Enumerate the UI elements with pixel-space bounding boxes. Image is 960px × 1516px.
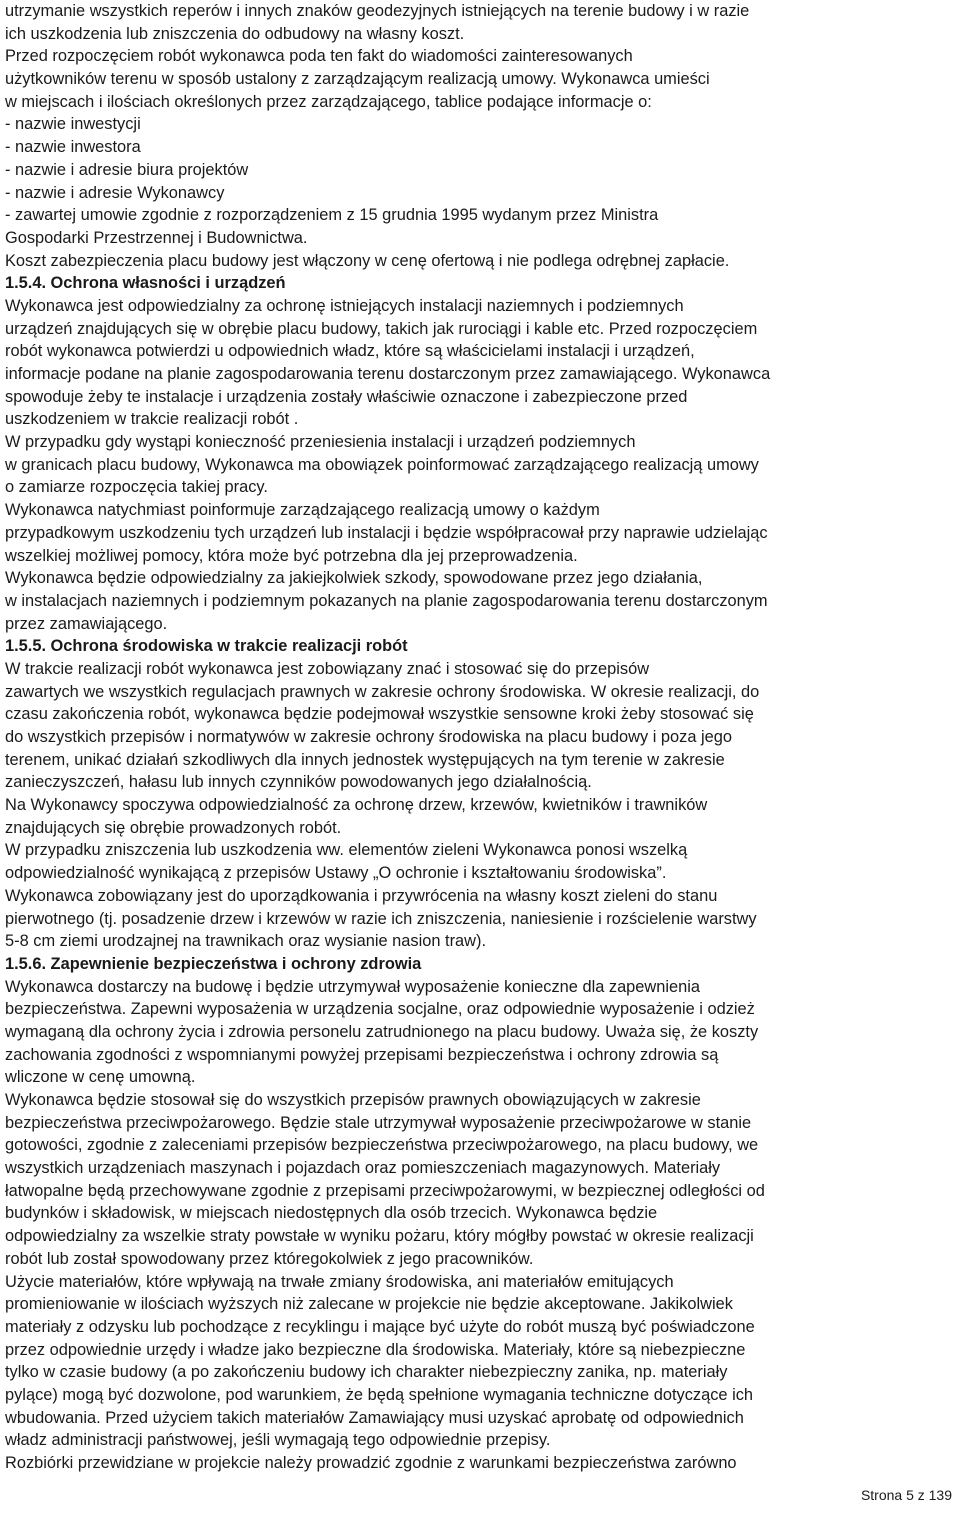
- text-line: pierwotnego (tj. posadzenie drzew i krzewów w razie ich zniszczenia, naniesienie i rozścielenie warstwy: [5, 909, 757, 928]
- text-line: 5-8 cm ziemi urodzajnej na trawnikach oraz wysianie nasion traw).: [5, 932, 486, 951]
- text-line: przypadkowym uszkodzeniu tych urządzeń lub instalacji i będzie współpracował przy naprawie udzielając: [5, 523, 768, 542]
- text-line: Wykonawca dostarczy na budowę i będzie utrzymywał wyposażenie konieczne dla zapewnienia: [5, 977, 701, 996]
- text-line: odpowiedzialność wynikającą z przepisów Ustawy „O ochronie i kształtowaniu środowiska”.: [5, 864, 667, 883]
- section-heading: 1.5.6. Zapewnienie bezpieczeństwa i ochrony zdrowia: [5, 954, 422, 973]
- text-line: o zamiarze rozpoczęcia takiej pracy.: [5, 478, 268, 497]
- text-line: użytkowników terenu w sposób ustalony z zarządzającym realizacją umowy. Wykonawca umieści: [5, 70, 710, 89]
- text-line: - nazwie inwestycji: [5, 115, 141, 134]
- text-line: bezpieczeństwa. Zapewni wyposażenia w urządzenia socjalne, oraz odpowiednie wyposażenie i odzież: [5, 1000, 755, 1019]
- text-line: znajdujących się obrębie prowadzonych robót.: [5, 818, 342, 837]
- text-line: materiały z odzysku lub pochodzące z recyklingu i mające być użyte do robót muszą być poświadczone: [5, 1317, 755, 1336]
- text-line: Wykonawca zobowiązany jest do uporządkowania i przywrócenia na własny koszt zieleni do stanu: [5, 886, 718, 905]
- text-line: w instalacjach naziemnych i podziemnym pokazanych na planie zagospodarowania terenu dostarczonym: [5, 591, 768, 610]
- text-line: informacje podane na planie zagospodarowania terenu dostarczonym przez zamawiającego. Wykonawca: [5, 365, 771, 383]
- text-line: ich uszkodzenia lub zniszczenia do odbudowy na własny koszt.: [5, 24, 465, 43]
- text-line: - nazwie inwestora: [5, 138, 141, 157]
- text-line: - zawartej umowie zgodnie z rozporządzeniem z 15 grudnia 1995 wydanym przez Ministra: [5, 206, 659, 225]
- text-line: promieniowanie w ilościach wyższych niż zalecane w projekcie nie będzie akceptowane. Jakikolwiek: [5, 1295, 733, 1314]
- text-line: - nazwie i adresie biura projektów: [5, 160, 249, 179]
- text-line: pylące) mogą być dozwolone, pod warunkiem, że będą spełnione wymagania techniczne dotyczące ich: [5, 1385, 754, 1404]
- text-line: zawartych we wszystkich regulacjach prawnych w zakresie ochrony środowiska. W okresie realizacji, do: [5, 682, 760, 701]
- text-line: wliczone w cenę umowną.: [5, 1068, 196, 1087]
- text-line: Gospodarki Przestrzennej i Budownictwa.: [5, 228, 308, 247]
- text-line: władz administracji państwowej, jeśli wymagają tego odpowiednie przepisy.: [5, 1431, 551, 1450]
- text-line: utrzymanie wszystkich reperów i innych znaków geodezyjnych istniejących na terenie budowy i w razie: [5, 2, 750, 20]
- text-line: Na Wykonawcy spoczywa odpowiedzialność za ochronę drzew, krzewów, kwietników i trawników: [5, 796, 708, 815]
- text-line: wymaganą dla ochrony życia i zdrowia personelu zatrudnionego na placu budowy. Uważa się, że koszty: [5, 1022, 759, 1041]
- text-line: robót lub został spowodowany przez któregokolwiek z jego pracowników.: [5, 1249, 534, 1268]
- text-line: terenem, unikać działań szkodliwych dla innych jednostek występujących na tym terenie w zakresie: [5, 750, 725, 769]
- text-line: urządzeń znajdujących się w obrębie placu budowy, takich jak rurociągi i kable etc. Przed rozpoczęciem: [5, 319, 758, 338]
- text-line: Przed rozpoczęciem robót wykonawca poda ten fakt do wiadomości zainteresowanych: [5, 47, 633, 66]
- text-line: czasu zakończenia robót, wykonawca będzie podejmował wszystkie sensowne kroki żeby stosować się: [5, 705, 754, 724]
- section-heading: 1.5.5. Ochrona środowiska w trakcie realizacji robót: [5, 637, 408, 656]
- text-line: zachowania zgodności z wspomnianymi powyżej przepisami bezpieczeństwa i ochrony zdrowia są: [5, 1045, 719, 1064]
- text-line: wszystkich urządzeniach maszynach i pojazdach oraz pomieszczeniach magazynowych. Materiały: [5, 1159, 721, 1178]
- text-line: robót wykonawca potwierdzi u odpowiednich władz, które są właścicielami instalacji i urządzeń,: [5, 342, 695, 361]
- text-line: Koszt zabezpieczenia placu budowy jest włączony w cenę ofertową i nie podlega odrębnej zapłacie.: [5, 251, 730, 270]
- text-line: Wykonawca będzie stosował się do wszystkich przepisów prawnych obowiązujących w zakresie: [5, 1091, 701, 1109]
- text-line: budynków i składowisk, w miejscach niedostępnych dla osób trzecich. Wykonawca będzie: [5, 1204, 658, 1223]
- text-line: w granicach placu budowy, Wykonawca ma obowiązek poinformować zarządzającego realizacją umowy: [5, 455, 759, 474]
- text-line: spowoduje żeby te instalacje i urządzenia zostały właściwie oznaczone i zabezpieczone przed: [5, 387, 688, 406]
- text-line: wbudowania. Przed użyciem takich materiałów Zamawiający musi uzyskać aprobatę od odpowiednich: [5, 1408, 744, 1427]
- text-line: wszelkiej możliwej pomocy, która może być potrzebna dla jej przeprowadzenia.: [5, 546, 578, 565]
- text-line: Wykonawca natychmiast poinformuje zarządzającego realizacją umowy o każdym: [5, 501, 600, 520]
- text-line: przez odpowiednie urzędy i władze jako bezpieczne dla środowiska. Materiały, które są niebezpieczne: [5, 1340, 746, 1359]
- text-line: W trakcie realizacji robót wykonawca jest zobowiązany znać i stosować się do przepisów: [5, 659, 650, 678]
- text-line: Użycie materiałów, które wpływają na trwałe zmiany środowiska, ani materiałów emitujących: [5, 1272, 674, 1291]
- text-line: - nazwie i adresie Wykonawcy: [5, 183, 225, 202]
- text-line: W przypadku zniszczenia lub uszkodzenia ww. elementów zieleni Wykonawca ponosi wszelką: [5, 841, 688, 860]
- text-line: przez zamawiającego.: [5, 614, 168, 633]
- text-line: łatwopalne będą przechowywane zgodnie z przepisami przeciwpożarowymi, w bezpiecznej odległości od: [5, 1181, 765, 1200]
- text-line: Wykonawca będzie odpowiedzialny za jakiejkolwiek szkody, spowodowane przez jego działania,: [5, 569, 703, 588]
- text-line: Wykonawca jest odpowiedzialny za ochronę istniejących instalacji naziemnych i podziemnych: [5, 296, 684, 315]
- text-line: w miejscach i ilościach określonych przez zarządzającego, tablice podające informacje o:: [5, 92, 652, 111]
- text-line: zanieczyszczeń, hałasu lub innych czynników powodowanych jego działalnością.: [5, 773, 592, 792]
- page-number: Strona 5 z 139: [860, 1487, 952, 1503]
- document-body: [5, 0, 957, 1475]
- text-line: gotowości, zgodnie z zaleceniami przepisów bezpieczeństwa przeciwpożarowego, na placu budowy, we: [5, 1136, 759, 1155]
- text-line: W przypadku gdy wystąpi konieczność przeniesienia instalacji i urządzeń podziemnych: [5, 433, 636, 452]
- text-line: bezpieczeństwa przeciwpożarowego. Będzie stale utrzymywał wyposażenie przeciwpożarowe w stanie: [5, 1113, 752, 1132]
- text-line: odpowiedzialny za wszelkie straty powstałe w wyniku pożaru, który mógłby powstać w okresie realizacji: [5, 1227, 754, 1246]
- text-line: uszkodzeniem w trakcie realizacji robót .: [5, 410, 299, 429]
- text-line: Rozbiórki przewidziane w projekcie należy prowadzić zgodnie z warunkami bezpieczeństwa zarówno: [5, 1454, 737, 1472]
- text-line: tylko w czasie budowy (a po zakończeniu budowy ich charakter niebezpieczny zanika, np. materiały: [5, 1363, 728, 1382]
- section-heading: 1.5.4. Ochrona własności i urządzeń: [5, 274, 286, 293]
- text-line: do wszystkich przepisów i normatywów w zakresie ochrony środowiska na placu budowy i poza jego: [5, 728, 732, 746]
